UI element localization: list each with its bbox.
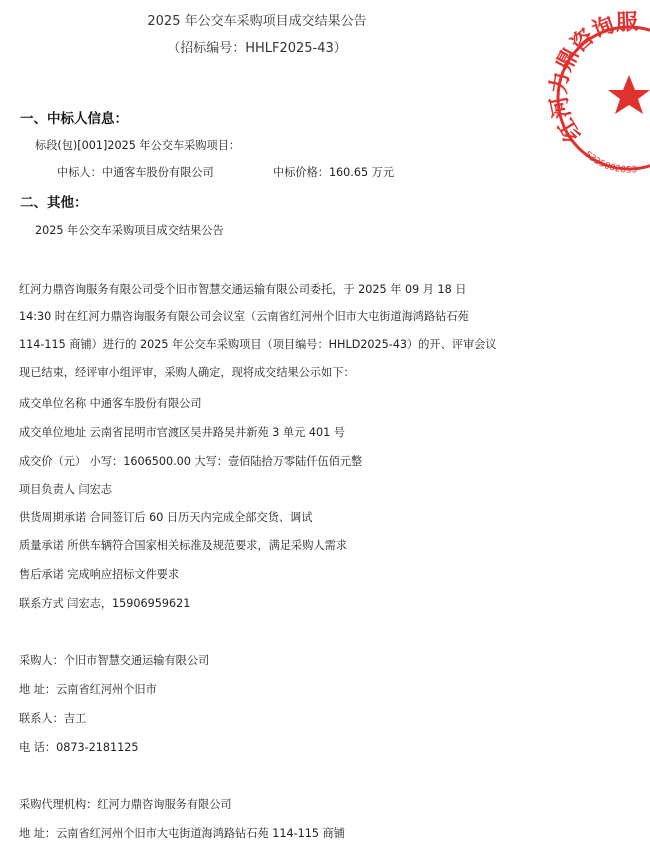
bid-number: （招标编号：HHLF2025-43）	[167, 41, 347, 56]
purchaser-name: 采购人：个旧市智慧交通运输有限公司	[19, 654, 210, 667]
paragraph-line: 14:30 时在红河力鼎咨询服务有限公司会议室（云南省红河州个旧市大屯街道海鸿路钻石苑	[19, 310, 469, 323]
detail-line: 项目负责人 闫宏志	[19, 483, 113, 496]
winning-price: 中标价格：160.65 万元	[273, 166, 395, 179]
detail-line: 供货周期承诺 合同签订后 60 日历天内完成全部交货、调试	[19, 511, 313, 524]
detail-line: 售后承诺 完成响应招标文件要求	[19, 568, 180, 581]
purchaser-address: 地 址：云南省红河州个旧市	[19, 683, 157, 696]
paragraph-line: 红河力鼎咨询服务有限公司受个旧市智慧交通运输有限公司委托，于 2025 年 09 月 18 日	[19, 283, 467, 296]
detail-line: 联系方式 闫宏志，15906959621	[19, 597, 191, 610]
section-subtitle: 2025 年公交车采购项目成交结果公告	[35, 224, 224, 237]
paragraph-line: 114-115 商铺）进行的 2025 年公交车采购项目（项目编号：HHLD2025-43）的开、评审会议	[19, 338, 497, 351]
detail-line: 成交价（元） 小写：1606500.00 大写：壹佰陆拾万零陆仟伍佰元整	[19, 455, 363, 468]
agency-address: 地 址：云南省红河州个旧市大屯街道海鸿路钻石苑 114-115 商铺	[19, 827, 345, 840]
winner-name: 中标人：中通客车股份有限公司	[57, 166, 214, 179]
section-heading-other: 二、其他：	[20, 195, 88, 211]
seal-text: 红河力鼎咨询服	[546, 9, 639, 146]
paragraph-line: 现已结束，经评审小组评审，采购人确定，现将成交结果公示如下：	[19, 366, 355, 379]
detail-line: 成交单位名称 中通客车股份有限公司	[19, 397, 202, 410]
detail-line: 质量承诺 所供车辆符合国家相关标准及规范要求，满足采购人需求	[19, 539, 347, 552]
lot-label: 标段(包)[001]2025 年公交车采购项目：	[35, 139, 241, 152]
page-title: 2025 年公交车采购项目成交结果公告	[147, 14, 367, 29]
star-icon	[608, 75, 650, 114]
official-seal	[546, 9, 650, 176]
purchaser-contact: 联系人：吉工	[19, 712, 87, 725]
detail-line: 成交单位地址 云南省昆明市官渡区吴井路吴井新苑 3 单元 401 号	[19, 426, 345, 439]
agency-name: 采购代理机构：红河力鼎咨询服务有限公司	[19, 798, 232, 811]
section-heading-winner: 一、中标人信息：	[20, 111, 128, 127]
purchaser-phone: 电 话：0873-2181125	[19, 741, 139, 754]
seal-code: 5325002053	[582, 149, 638, 176]
